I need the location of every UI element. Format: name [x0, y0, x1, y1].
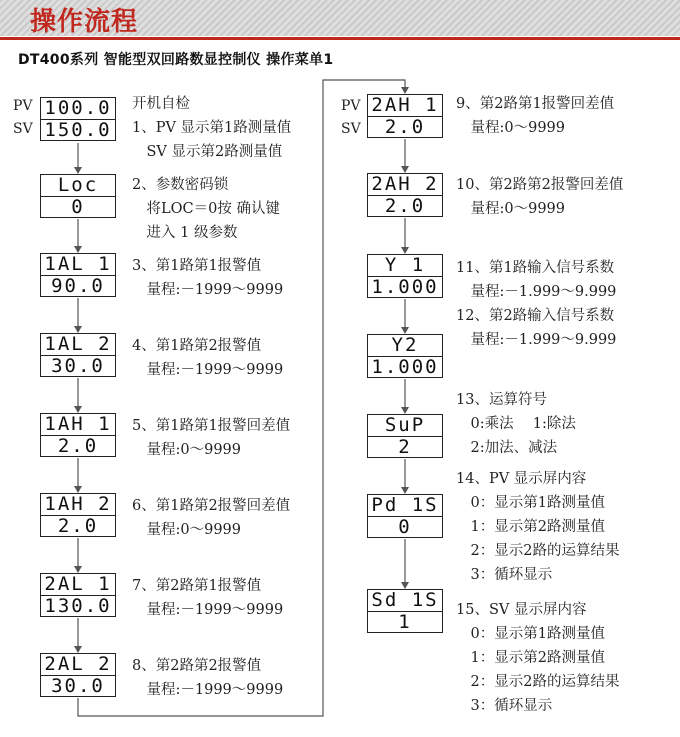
display-step-10 — [367, 173, 443, 217]
display-step-11 — [367, 254, 443, 298]
display-step-12 — [367, 334, 443, 378]
step-13-text: 13、运算符号 0:乘法 1:除法 2:加法、减法 — [456, 392, 576, 456]
display-sv-value: 150.0 — [41, 119, 115, 141]
display-param-value: 2 — [368, 436, 442, 458]
pv-label-left: PV — [13, 98, 33, 114]
display-param-name: 2AL 2 — [44, 653, 112, 675]
display-param-name: 1AH 2 — [44, 493, 112, 515]
display-param-value: 30.0 — [41, 355, 115, 377]
step-5-text: 5、第1路第1报警回差值 量程:0～9999 — [132, 418, 291, 458]
display-step-1 — [40, 97, 116, 141]
step-10-text: 10、第2路第2报警回差值 量程:0～9999 — [456, 177, 624, 217]
sv-label-left: SV — [13, 121, 33, 137]
display-step-6 — [40, 493, 116, 537]
display-param-value: 2.0 — [41, 515, 115, 537]
display-param-value: 90.0 — [41, 275, 115, 297]
display-param-name: 1AL 1 — [44, 253, 112, 275]
step-14-text: 14、PV 显示屏内容 0：显示第1路测量值 1：显示第2路测量值 2：显示2路的运算结果 3：循环显示 — [456, 471, 620, 583]
display-step-2 — [40, 174, 116, 218]
step-11-12-text: 11、第1路输入信号系数 量程:－1.999～9.999 12、第2路输入信号系数 量程:－1.999～9.999 — [456, 260, 617, 348]
display-param-name: 2AH 1 — [371, 94, 439, 116]
display-param-value: 0 — [41, 196, 115, 218]
display-param-name: Sd 1S — [371, 589, 439, 611]
display-step-5 — [40, 413, 116, 457]
display-param-name: Pd 1S — [371, 494, 439, 516]
display-param-value: 130.0 — [41, 595, 115, 617]
step-9-text: 9、第2路第1报警回差值 量程:0～9999 — [456, 96, 615, 136]
step-4-text: 4、第1路第2报警值 量程:－1999～9999 — [132, 338, 284, 378]
display-step-14 — [367, 494, 443, 538]
page-title: 操作流程 — [30, 7, 139, 37]
display-step-15 — [367, 589, 443, 633]
display-param-value: 2.0 — [41, 435, 115, 457]
display-step-13 — [367, 414, 443, 458]
step-8-text: 8、第2路第2报警值 量程:－1999～9999 — [132, 658, 284, 698]
display-param-name: 2AH 2 — [371, 173, 439, 195]
display-param-name: SuP — [384, 414, 426, 436]
display-param-name: 1AL 2 — [44, 333, 112, 355]
display-param-value: 1 — [368, 611, 442, 633]
step-3-text: 3、第1路第1报警值 量程:－1999～9999 — [132, 258, 284, 298]
display-param-name: Y2 — [391, 334, 419, 356]
step-15-text: 15、SV 显示屏内容 0：显示第1路测量值 1：显示第2路测量值 2：显示2路的运算结果 3：循环显示 — [456, 602, 620, 714]
display-step-8 — [40, 653, 116, 697]
display-param-value: 0 — [368, 516, 442, 538]
display-step-4 — [40, 333, 116, 377]
step-6-text: 6、第1路第2报警回差值 量程:0～9999 — [132, 498, 291, 538]
display-param-name: 1AH 1 — [44, 413, 112, 435]
display-param-value: 1.000 — [368, 356, 442, 378]
display-param-name: Loc — [57, 174, 99, 196]
step-7-text: 7、第2路第1报警值 量程:－1999～9999 — [132, 578, 284, 618]
menu-subtitle: DT400系列 智能型双回路数显控制仪 操作菜单1 — [18, 52, 334, 68]
display-step-3 — [40, 253, 116, 297]
pv-label-right: PV — [341, 98, 361, 114]
step-2-text: 2、参数密码锁 将LOC＝0按 确认键 进入 1 级参数 — [132, 177, 280, 241]
display-param-value: 30.0 — [41, 675, 115, 697]
display-step-9 — [367, 94, 443, 138]
display-param-value: 2.0 — [368, 195, 442, 217]
sv-label-right: SV — [341, 121, 361, 137]
display-param-name: Y 1 — [384, 254, 426, 276]
display-param-value: 2.0 — [368, 116, 442, 138]
display-param-name: 2AL 1 — [44, 573, 112, 595]
display-step-7 — [40, 573, 116, 617]
step-1-text: 开机自检 1、PV 显示第1路测量值 SV 显示第2路测量值 — [132, 96, 292, 160]
display-param-value: 1.000 — [368, 276, 442, 298]
display-pv-value: 100.0 — [44, 97, 112, 119]
